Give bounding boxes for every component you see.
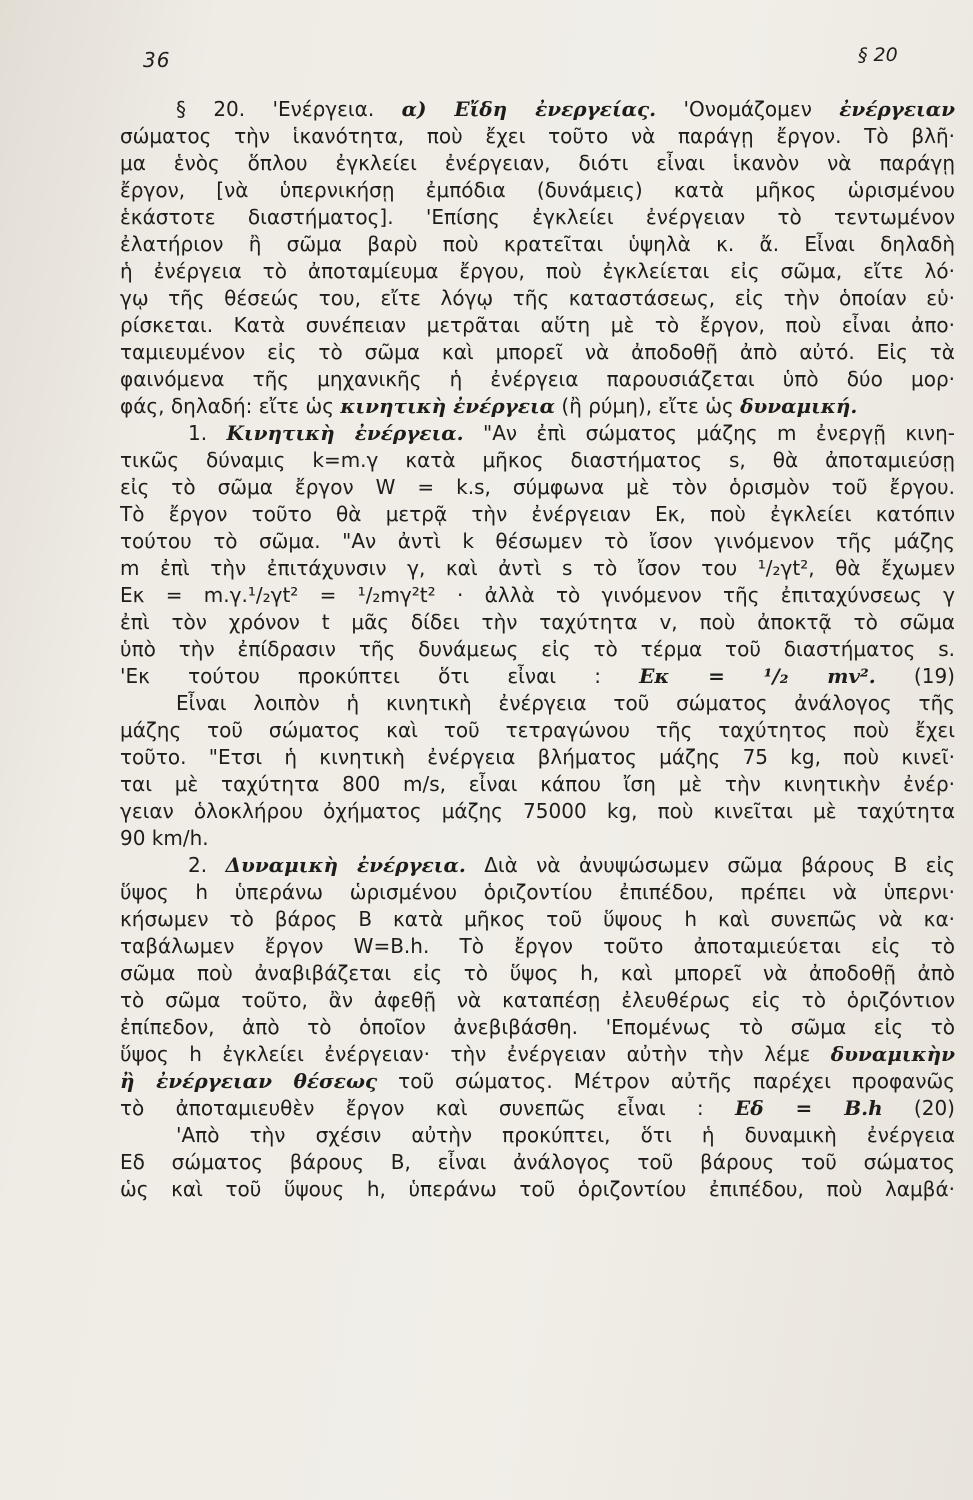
text-line xyxy=(120,1014,955,1041)
text-line xyxy=(120,1095,955,1122)
text-run: τοῦτο. "Ετσι ἡ κινητικὴ ἐνέργεια βλήματος μάζης 75 kg, ποὺ κινεῖ· xyxy=(120,745,955,769)
text-run: τὸ σῶμα τοῦτο, ἂν ἀφεθῇ νὰ καταπέσῃ ἐλευθέρως εἰς τὸ ὁριζόντιον xyxy=(120,988,955,1012)
text-line xyxy=(120,312,955,339)
text-run: § 20. 'Ενέργεια. xyxy=(176,97,402,121)
section-reference: § 20 xyxy=(858,44,898,66)
text-run: ρίσκεται. Κατὰ συνέπειαν μετρᾶται αὕτη μὲ τὸ ἔργον, ποὺ εἶναι ἀπο· xyxy=(120,313,955,337)
text-run: (20) xyxy=(882,1096,955,1120)
text-run: ὡς καὶ τοῦ ὕψους h, ὑπεράνω τοῦ ὁριζοντίου ἐπιπέδου, ποὺ λαμβά· xyxy=(120,1177,955,1201)
emphasized-term: δυναμική. xyxy=(740,394,858,418)
text-run: Διὰ νὰ ἀνυψώσωμεν σῶμα βάρους B εἰς xyxy=(465,853,955,877)
text-line xyxy=(120,933,955,960)
text-run: φαινόμενα τῆς μηχανικῆς ἡ ἐνέργεια παρουσιάζεται ὑπὸ δύο μορ· xyxy=(120,367,955,391)
text-run: ἡ ἐνέργεια τὸ ἀποταμίευμα ἔργου, ποὺ ἐγκλείεται εἰς σῶμα, εἴτε λό· xyxy=(120,259,955,283)
text-run: ται μὲ ταχύτητα 800 m/s, εἶναι κάπου ἴση μὲ τὴν κινητικὴν ἐνέρ· xyxy=(120,772,955,796)
text-run: ταβάλωμεν ἔργον W=B.h. Τὸ ἔργον τοῦτο ἀποταμιεύεται εἰς τὸ xyxy=(120,934,955,958)
text-run: ἐλατήριον ἢ σῶμα βαρὺ ποὺ κρατεῖται ὑψηλὰ κ. ἄ. Εἶναι δηλαδὴ xyxy=(120,232,955,256)
text-run: Εἶναι λοιπὸν ἡ κινητικὴ ἐνέργεια τοῦ σώματος ἀνάλογος τῆς xyxy=(176,691,955,715)
text-run: τικῶς δύναμις k=m.γ κατὰ μῆκος διαστήματος s, θὰ ἀποταμιεύσῃ xyxy=(120,448,955,472)
text-line xyxy=(120,636,955,663)
text-run: ὑπὸ τὴν ἐπίδρασιν τῆς δυνάμεως εἰς τὸ τέρμα τοῦ διαστήματος s. xyxy=(120,637,955,661)
text-run: φάς, δηλαδή: εἴτε ὡς xyxy=(120,394,341,418)
text-line xyxy=(120,447,955,474)
text-line xyxy=(120,987,955,1014)
text-run: τὸ ἀποταμιευθὲν ἔργον καὶ συνεπῶς εἶναι : xyxy=(120,1096,735,1120)
emphasized-term: ἐνέργειαν xyxy=(839,97,955,121)
text-run: 'Απὸ τὴν σχέσιν αὐτὴν προκύπτει, ὅτι ἡ δυναμικὴ ἐνέργεια xyxy=(176,1123,955,1147)
text-line xyxy=(120,204,955,231)
text-line xyxy=(120,393,955,420)
emphasized-term: Κινητικὴ ἐνέργεια. xyxy=(226,421,464,445)
text-run: τούτου τὸ σῶμα. "Αν ἀντὶ k θέσωμεν τὸ ἴσον γινόμενον τῆς μάζης xyxy=(120,529,955,553)
emphasized-term: Eδ = B.h xyxy=(735,1096,883,1120)
text-line xyxy=(120,582,955,609)
text-run: Eκ = m.γ.¹/₂γt² = ¹/₂mγ²t² · ἀλλὰ τὸ γινόμενον τῆς ἐπιταχύνσεως γ xyxy=(120,583,955,607)
text-line xyxy=(120,879,955,906)
text-run: ἐπίπεδον, ἀπὸ τὸ ὁποῖον ἀνεβιβάσθη. 'Επομένως τὸ σῶμα εἰς τὸ xyxy=(120,1015,955,1039)
text-line xyxy=(120,798,955,825)
text-run: σῶμα ποὺ ἀναβιβάζεται εἰς τὸ ὕψος h, καὶ μπορεῖ νὰ ἀποδοθῇ ἀπὸ xyxy=(120,961,955,985)
text-line xyxy=(120,825,955,852)
text-line xyxy=(120,1176,955,1203)
text-line xyxy=(120,1149,955,1176)
text-run: μάζης τοῦ σώματος καὶ τοῦ τετραγώνου τῆς ταχύτητος ποὺ ἔχει xyxy=(120,718,955,742)
emphasized-term: δυναμικὴν xyxy=(830,1042,955,1066)
text-line xyxy=(120,177,955,204)
text-line xyxy=(120,555,955,582)
text-run: m ἐπὶ τὴν ἐπιτάχυνσιν γ, καὶ ἀντὶ s τὸ ἴσον του ¹/₂γt², θὰ ἔχωμεν xyxy=(120,556,955,580)
text-line xyxy=(120,231,955,258)
text-line xyxy=(120,420,955,447)
text-run: σώματος τὴν ἱκανότητα, ποὺ ἔχει τοῦτο νὰ παράγῃ ἔργον. Τὸ βλῆ· xyxy=(120,124,955,148)
text-line xyxy=(120,906,955,933)
text-line xyxy=(120,771,955,798)
text-run: Eδ σώματος βάρους B, εἶναι ἀνάλογος τοῦ βάρους τοῦ σώματος xyxy=(120,1150,955,1174)
text-run: ἑκάστοτε διαστήματος]. 'Επίσης ἐγκλείει ἐνέργειαν τὸ τεντωμένον xyxy=(120,205,955,229)
text-run: 1. xyxy=(188,421,227,445)
text-line xyxy=(120,96,955,123)
emphasized-term: α) Εἴδη ἐνεργείας. xyxy=(401,97,657,121)
text-run: γῳ τῆς θέσεώς του, εἴτε λόγῳ τῆς καταστάσεως, εἰς τὴν ὁποίαν εὑ· xyxy=(120,286,955,310)
text-run: ἔργον, [νὰ ὑπερνικήσῃ ἐμπόδια (δυνάμεις) κατὰ μῆκος ὡρισμένου xyxy=(120,178,955,202)
text-run: εἰς τὸ σῶμα ἔργον W = k.s, σύμφωνα μὲ τὸν ὁρισμὸν τοῦ ἔργου. xyxy=(120,475,955,499)
emphasized-term: Δυναμικὴ ἐνέργεια. xyxy=(225,853,466,877)
text-line xyxy=(120,1122,955,1149)
text-run: 2. xyxy=(188,853,226,877)
text-run: 'Εκ τούτου προκύπτει ὅτι εἶναι : xyxy=(120,664,640,688)
text-run: ταμιευμένον εἰς τὸ σῶμα καὶ μπορεῖ νὰ ἀποδοθῇ ἀπὸ αὐτό. Εἰς τὰ xyxy=(120,340,955,364)
text-line xyxy=(120,285,955,312)
emphasized-term: Eκ = ¹/₂ mv². xyxy=(639,664,876,688)
text-line xyxy=(120,609,955,636)
text-run: 90 km/h. xyxy=(120,826,209,850)
text-run: "Αν ἐπὶ σώματος μάζης m ἐνεργῇ κινη- xyxy=(463,421,955,445)
text-line xyxy=(120,744,955,771)
text-line xyxy=(120,474,955,501)
text-run: ὕψος h ὑπεράνω ὡρισμένου ὁριζοντίου ἐπιπέδου, πρέπει νὰ ὑπερνι· xyxy=(120,880,955,904)
text-line xyxy=(120,1068,955,1095)
text-run: τοῦ σώματος. Μέτρον αὐτῆς παρέχει προφανῶς xyxy=(377,1069,955,1093)
text-line xyxy=(120,366,955,393)
text-run: γειαν ὁλοκλήρου ὀχήματος μάζης 75000 kg, ποὺ κινεῖται μὲ ταχύτητα xyxy=(120,799,955,823)
text-run: (ἢ ρύμη), εἴτε ὡς xyxy=(555,394,741,418)
text-run: κήσωμεν τὸ βάρος B κατὰ μῆκος τοῦ ὕψους h καὶ συνεπῶς νὰ κα· xyxy=(120,907,955,931)
body-text xyxy=(120,96,955,1203)
text-line xyxy=(120,258,955,285)
text-run: ὕψος h ἐγκλείει ἐνέργειαν· τὴν ἐνέργειαν αὐτὴν τὴν λέμε xyxy=(120,1042,831,1066)
text-run: ἐπὶ τὸν χρόνον t μᾶς δίδει τὴν ταχύτητα v, ποὺ ἀποκτᾷ τὸ σῶμα xyxy=(120,610,955,634)
text-line xyxy=(120,960,955,987)
text-run: (19) xyxy=(875,664,955,688)
text-line xyxy=(120,528,955,555)
text-line xyxy=(120,663,955,690)
text-line xyxy=(120,717,955,744)
text-line xyxy=(120,339,955,366)
page-number: 36 xyxy=(143,48,171,72)
text-line xyxy=(120,690,955,717)
text-run: μα ἑνὸς ὅπλου ἐγκλείει ἐνέργειαν, διότι εἶναι ἱκανὸν νὰ παράγῃ xyxy=(120,151,955,175)
text-run: Τὸ ἔργον τοῦτο θὰ μετρᾷ τὴν ἐνέργειαν Eκ, ποὺ ἐγκλείει κατόπιν xyxy=(120,502,955,526)
text-run: 'Ονομάζομεν xyxy=(656,97,840,121)
text-line xyxy=(120,1041,955,1068)
text-line xyxy=(120,501,955,528)
text-line xyxy=(120,123,955,150)
text-line xyxy=(120,852,955,879)
emphasized-term: κινητικὴ ἐνέργεια xyxy=(340,394,556,418)
emphasized-term: ἢ ἐνέργειαν θέσεως xyxy=(120,1069,378,1093)
text-line xyxy=(120,150,955,177)
